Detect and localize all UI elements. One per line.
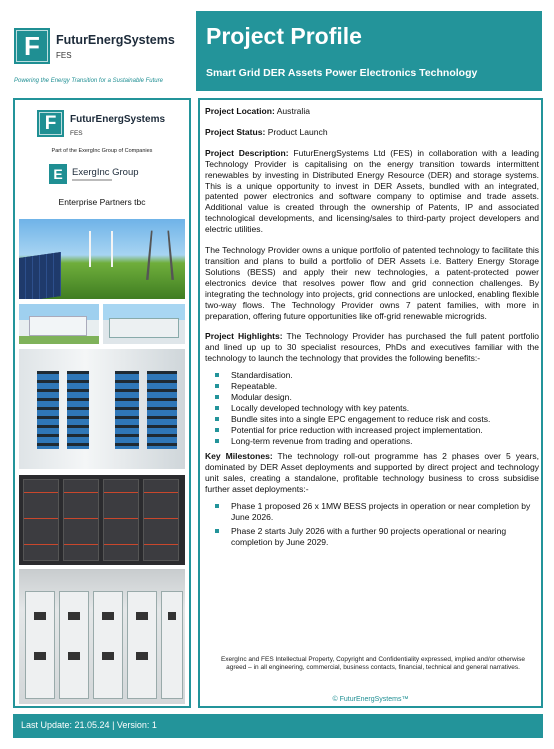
cabinet-shape (23, 479, 59, 561)
rack-row (67, 371, 89, 449)
list-item: Locally developed technology with key patents. (215, 403, 539, 414)
switchgear-cabinet (25, 591, 55, 699)
rack-row (115, 371, 139, 449)
project-location (205, 106, 539, 117)
list-item: Long-term revenue from trading and operations. (215, 436, 539, 447)
cabinet-shape (143, 479, 179, 561)
switchgear-cabinet (127, 591, 157, 699)
renewables-photo (19, 219, 185, 299)
right-panel (198, 98, 543, 708)
fes-logo-mark-icon: F (37, 110, 64, 137)
exerginc-logo-mark-icon: E (49, 164, 67, 184)
page-subtitle: Smart Grid DER Assets Power Electronics Technology (206, 67, 478, 79)
last-update: Last Update: 21.05.24 | Version: 1 (21, 720, 157, 730)
project-status (205, 127, 539, 138)
list-item: Repeatable. (215, 381, 539, 392)
project-description-2: The Technology Provider owns a unique portfolio of patented technology to facilitate this transition and plans to build a portfolio of DER Assets i.e. Battery Energy Storage Solutions (BESS) and apply their new technologies, a patent-protected power electronics device that resolves power flow and grid connection challenges. By integrating the technology into projects, grid connections are unlocked, enabling flexible two-way flows. The Technology Provider owns 7 patent families, with more in preparation, offering future opportunities like off-grid renewable microgrids. (205, 245, 539, 321)
status-value: Product Launch (267, 126, 328, 137)
switchgear-cabinet (161, 591, 183, 699)
switchgear-photo (19, 569, 185, 704)
key-milestones (205, 451, 539, 495)
rack-row (147, 371, 177, 449)
benefits-list (215, 370, 539, 446)
highlights-label: Project Highlights: (205, 331, 283, 342)
footer-band (13, 714, 543, 738)
wind-turbine-shape (89, 231, 91, 267)
list-item: Standardisation. (215, 370, 539, 381)
description-text: FuturEnergSystems Ltd (FES) in collaboration with a leading Technology Provider is capitalising on the energy transition towards intermittent renewables by investing in Distributed Energy Resource (DER) and storage systems. This is a unique opportunity to invest in DER Assets, bundled with an integrated, patented power electronics and software company to optimise and trade assets. Additional value is created through the ownership of Patents, IP and associated technological developments, and licensing/sales to third-party project developers and electric utilities. (205, 147, 539, 235)
company-name: FuturEnergSystems (56, 33, 175, 47)
switchgear-cabinet (93, 591, 123, 699)
location-label: Project Location: (205, 106, 275, 116)
company-abbr: FES (56, 51, 72, 60)
list-item: Bundle sites into a single EPC engagement to reduce risk and costs. (215, 414, 539, 425)
exerginc-underline (72, 179, 112, 181)
list-item: Phase 1 proposed 26 x 1MW BESS projects in operation or near completion by June 2026. (215, 501, 539, 523)
bess-cabinets-photo (19, 475, 185, 565)
battery-rack-photo (19, 349, 185, 469)
container-photo-2 (103, 304, 185, 344)
tagline: Powering the Energy Transition for a Sustainable Future (14, 78, 163, 84)
solar-panel-shape (19, 252, 61, 299)
power-pylon-shape (146, 231, 174, 280)
copyright: © FuturEnergSystems™ (332, 696, 409, 703)
milestones-text: The technology roll-out programme has 2 phases over 5 years, dominated by DER Asset deployments and supported by direct project and technology unit sales, creating a standalone, profitable technology business to cross subsidise further asset deployments:- (205, 451, 539, 495)
description-label: Project Description: (205, 147, 289, 158)
project-description (205, 148, 539, 235)
cabinet-shape (63, 479, 99, 561)
ip-notice: ExergInc and FES Intellectual Property, Copyright and Confidentiality expressed, implied and/or otherwise agreed – in all engineering, commercial, business contacts, financial, technical and general narratives. (220, 656, 526, 672)
list-item: Phase 2 starts July 2026 with a further 90 projects operational or nearing completion by June 2029. (215, 526, 539, 548)
container-shape (29, 316, 87, 336)
enterprise-partners: Enterprise Partners tbc (58, 197, 146, 207)
wind-turbine-shape (111, 231, 113, 267)
left-panel (13, 98, 191, 708)
page-title: Project Profile (206, 23, 362, 49)
cabinet-shape (103, 479, 139, 561)
fes-logo-abbr: FES (70, 130, 83, 137)
fes-logo-name: FuturEnergSystems (70, 114, 166, 125)
rack-row (37, 371, 59, 449)
location-value: Australia (276, 106, 310, 116)
container-shape (109, 318, 179, 338)
group-membership: Part of the ExergInc Group of Companies (51, 148, 153, 154)
exerginc-name: ExergInc Group (72, 167, 139, 178)
exerginc-logo (49, 162, 169, 188)
fes-logo (37, 110, 187, 150)
switchgear-cabinet (59, 591, 89, 699)
milestones-label: Key Milestones: (205, 451, 273, 462)
highlights-text: The Technology Provider has purchased the full patent portfolio and lined up up to 30 specialist resources, PhDs and executives familiar with the technology to launch the technology that provides the following benefits:- (205, 331, 539, 364)
status-label: Project Status: (205, 126, 266, 137)
header-band (196, 11, 542, 91)
container-photo-1 (19, 304, 99, 344)
list-item: Potential for price reduction with increased project implementation. (215, 425, 539, 436)
list-item: Modular design. (215, 392, 539, 403)
profile-content (205, 106, 539, 551)
phases-list (215, 501, 539, 548)
project-highlights (205, 331, 539, 364)
logo-mark-icon: F (14, 28, 50, 64)
